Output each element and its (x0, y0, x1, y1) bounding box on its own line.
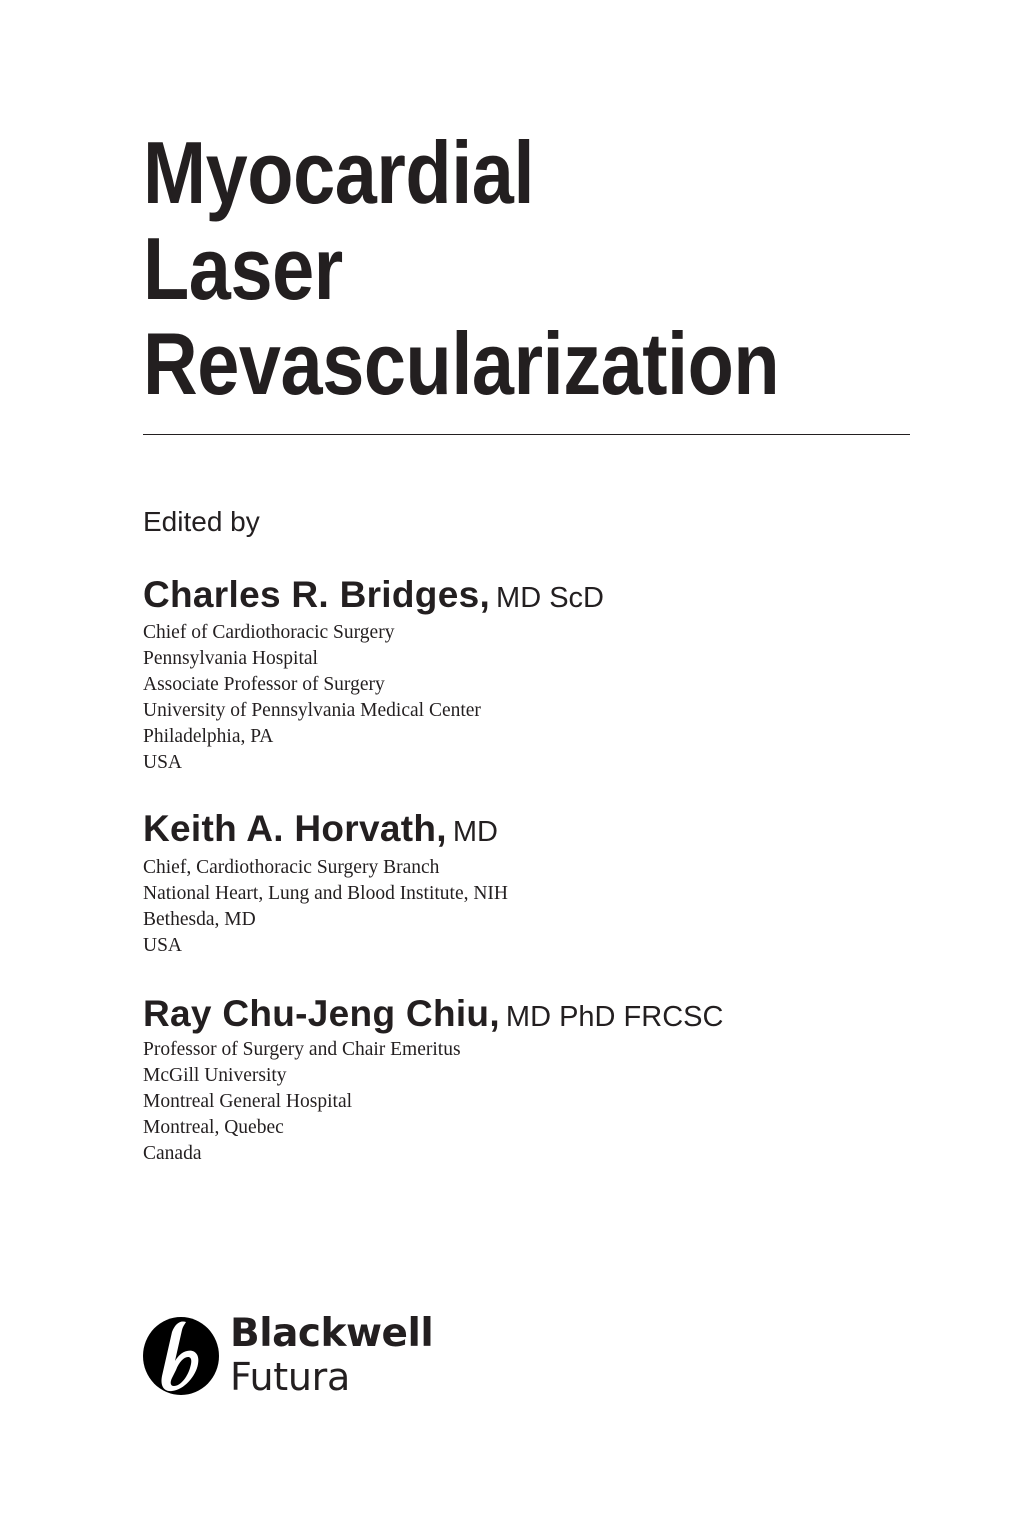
publisher-name-line-1: Blackwell (230, 1311, 434, 1356)
affiliation-line: Professor of Surgery and Chair Emeritus (143, 1039, 461, 1060)
affiliation-line: Chief of Cardiothoracic Surgery (143, 622, 395, 643)
title-divider (143, 434, 910, 435)
editor-2-heading (143, 810, 498, 847)
editor-1-name: Charles R. Bridges, (143, 574, 491, 615)
affiliation-line: University of Pennsylvania Medical Center (143, 700, 481, 721)
affiliation-line: Canada (143, 1143, 202, 1164)
book-title-line-3: Revascularization (143, 314, 780, 413)
editor-3-heading (143, 995, 723, 1032)
affiliation-line: Bethesda, MD (143, 909, 256, 930)
affiliation-line: Montreal General Hospital (143, 1091, 353, 1112)
edited-by-label: Edited by (143, 506, 260, 537)
editor-3-name: Ray Chu-Jeng Chiu, (143, 993, 500, 1034)
affiliation-line: USA (143, 752, 183, 773)
editor-3-credentials: MD PhD FRCSC (505, 1001, 724, 1033)
editor-2-credentials: MD (452, 816, 498, 848)
affiliation-line: McGill University (143, 1065, 287, 1086)
affiliation-line: Montreal, Quebec (143, 1117, 284, 1138)
affiliation-line: National Heart, Lung and Blood Institute, NIH (143, 883, 509, 904)
affiliation-line: Pennsylvania Hospital (143, 648, 318, 669)
affiliation-line: Associate Professor of Surgery (143, 674, 385, 695)
publisher-name-line-2: Futura (230, 1355, 350, 1399)
editor-3-affiliation (143, 1037, 461, 1167)
editor-2-name: Keith A. Horvath, (143, 808, 447, 849)
editor-2-affiliation (143, 855, 508, 959)
book-title-line-2: Laser (143, 219, 343, 318)
affiliation-line: Chief, Cardiothoracic Surgery Branch (143, 857, 440, 878)
affiliation-line: USA (143, 935, 183, 956)
editor-1-credentials: MD ScD (496, 582, 604, 614)
editor-1-affiliation (143, 620, 481, 776)
blackwell-b-logo-icon (142, 1316, 220, 1396)
book-title-line-1: Myocardial (143, 123, 535, 222)
affiliation-line: Philadelphia, PA (143, 726, 274, 747)
editor-1-heading (143, 576, 604, 613)
